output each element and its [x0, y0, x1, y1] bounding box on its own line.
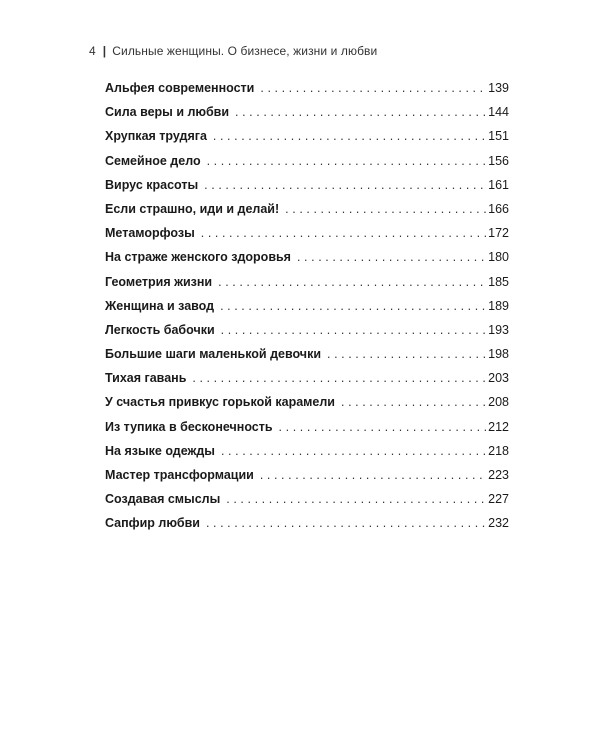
toc-entry-title: Вирус красоты — [105, 177, 199, 192]
toc-entry-title: Из тупика в бесконечность — [105, 419, 273, 434]
toc-entry-page-number: 139 — [488, 81, 509, 95]
toc-entry-page-number: 172 — [488, 226, 509, 241]
header-separator: | — [102, 44, 107, 58]
toc-entry-page-number: 218 — [488, 443, 509, 458]
toc-entry[interactable] — [105, 366, 509, 390]
toc-entry-title: У счастья привкус горькой карамели — [105, 395, 335, 410]
toc-entry[interactable] — [105, 76, 509, 100]
toc-dot-leader — [260, 76, 487, 100]
toc-dot-leader — [221, 318, 488, 342]
toc-entry[interactable] — [105, 415, 509, 439]
toc-entry-title: Альфея современности — [105, 81, 255, 95]
toc-dot-leader — [226, 487, 487, 511]
toc-entry-page-number: 198 — [488, 347, 509, 362]
toc-entry[interactable] — [105, 221, 509, 245]
toc-entry-title: Легкость бабочки — [105, 322, 215, 337]
toc-dot-leader — [204, 173, 487, 197]
toc-dot-leader — [201, 221, 487, 245]
toc-entry-page-number: 156 — [488, 153, 509, 168]
toc-dot-leader — [206, 511, 487, 535]
toc-entry-page-number: 227 — [488, 492, 509, 507]
toc-entry[interactable] — [105, 487, 509, 511]
toc-entry[interactable] — [105, 318, 509, 342]
toc-entry-page-number: 208 — [488, 395, 509, 410]
toc-entry[interactable] — [105, 270, 509, 294]
toc-entry-title: Сапфир любви — [105, 516, 200, 531]
toc-entry-title: Создавая смыслы — [105, 492, 221, 507]
toc-entry-page-number: 185 — [488, 274, 509, 289]
toc-entry-title: Тихая гавань — [105, 371, 187, 386]
toc-entry-title: Сила веры и любви — [105, 105, 230, 120]
toc-entry-page-number: 161 — [488, 177, 509, 192]
toc-dot-leader — [327, 342, 487, 366]
toc-entry-page-number: 180 — [488, 250, 509, 265]
toc-entry-page-number: 144 — [488, 105, 509, 120]
toc-entry-title: На страже женского здоровья — [105, 250, 291, 265]
toc-dot-leader — [218, 270, 487, 294]
toc-entry-title: Геометрия жизни — [105, 274, 213, 289]
toc-dot-leader — [341, 390, 487, 414]
toc-entry-title: На языке одежды — [105, 443, 215, 458]
toc-dot-leader — [220, 294, 487, 318]
toc-dot-leader — [213, 124, 487, 148]
toc-entry[interactable] — [105, 173, 509, 197]
toc-entry-page-number: 212 — [488, 419, 509, 434]
toc-dot-leader — [260, 463, 487, 487]
toc-dot-leader — [279, 415, 488, 439]
toc-dot-leader — [235, 100, 487, 124]
toc-entry[interactable] — [105, 149, 509, 173]
toc-entry[interactable] — [105, 390, 509, 414]
toc-entry-page-number: 189 — [488, 298, 509, 313]
toc-entry[interactable] — [105, 463, 509, 487]
toc-dot-leader — [297, 245, 487, 269]
toc-entry-title: Мастер трансформации — [105, 468, 254, 482]
toc-entry[interactable] — [105, 439, 509, 463]
toc-entry-title: Большие шаги маленькой девочки — [105, 347, 322, 362]
running-header — [89, 44, 377, 58]
header-page-number: 4 — [89, 44, 96, 58]
toc-entry-title: Если страшно, иди и делай! — [105, 201, 280, 216]
toc-entry-page-number: 151 — [488, 129, 509, 144]
header-book-title: Сильные женщины. О бизнесе, жизни и любви — [112, 44, 378, 58]
toc-entry-title: Семейное дело — [105, 153, 201, 168]
table-of-contents — [105, 76, 509, 536]
toc-entry[interactable] — [105, 197, 509, 221]
toc-dot-leader — [285, 197, 487, 221]
toc-entry-title: Метаморфозы — [105, 226, 195, 241]
toc-entry[interactable] — [105, 100, 509, 124]
toc-entry[interactable] — [105, 245, 509, 269]
toc-entry-title: Женщина и завод — [105, 298, 215, 313]
toc-dot-leader — [221, 439, 487, 463]
toc-entry[interactable] — [105, 294, 509, 318]
toc-entry[interactable] — [105, 342, 509, 366]
toc-entry-page-number: 223 — [488, 468, 509, 482]
toc-entry-page-number: 193 — [488, 322, 509, 337]
toc-dot-leader — [192, 366, 487, 390]
toc-entry-page-number: 203 — [488, 371, 509, 386]
toc-entry[interactable] — [105, 511, 509, 535]
toc-entry[interactable] — [105, 124, 509, 148]
toc-entry-page-number: 232 — [488, 516, 509, 531]
toc-entry-page-number: 166 — [488, 201, 509, 216]
toc-dot-leader — [207, 149, 488, 173]
toc-entry-title: Хрупкая трудяга — [105, 129, 207, 144]
